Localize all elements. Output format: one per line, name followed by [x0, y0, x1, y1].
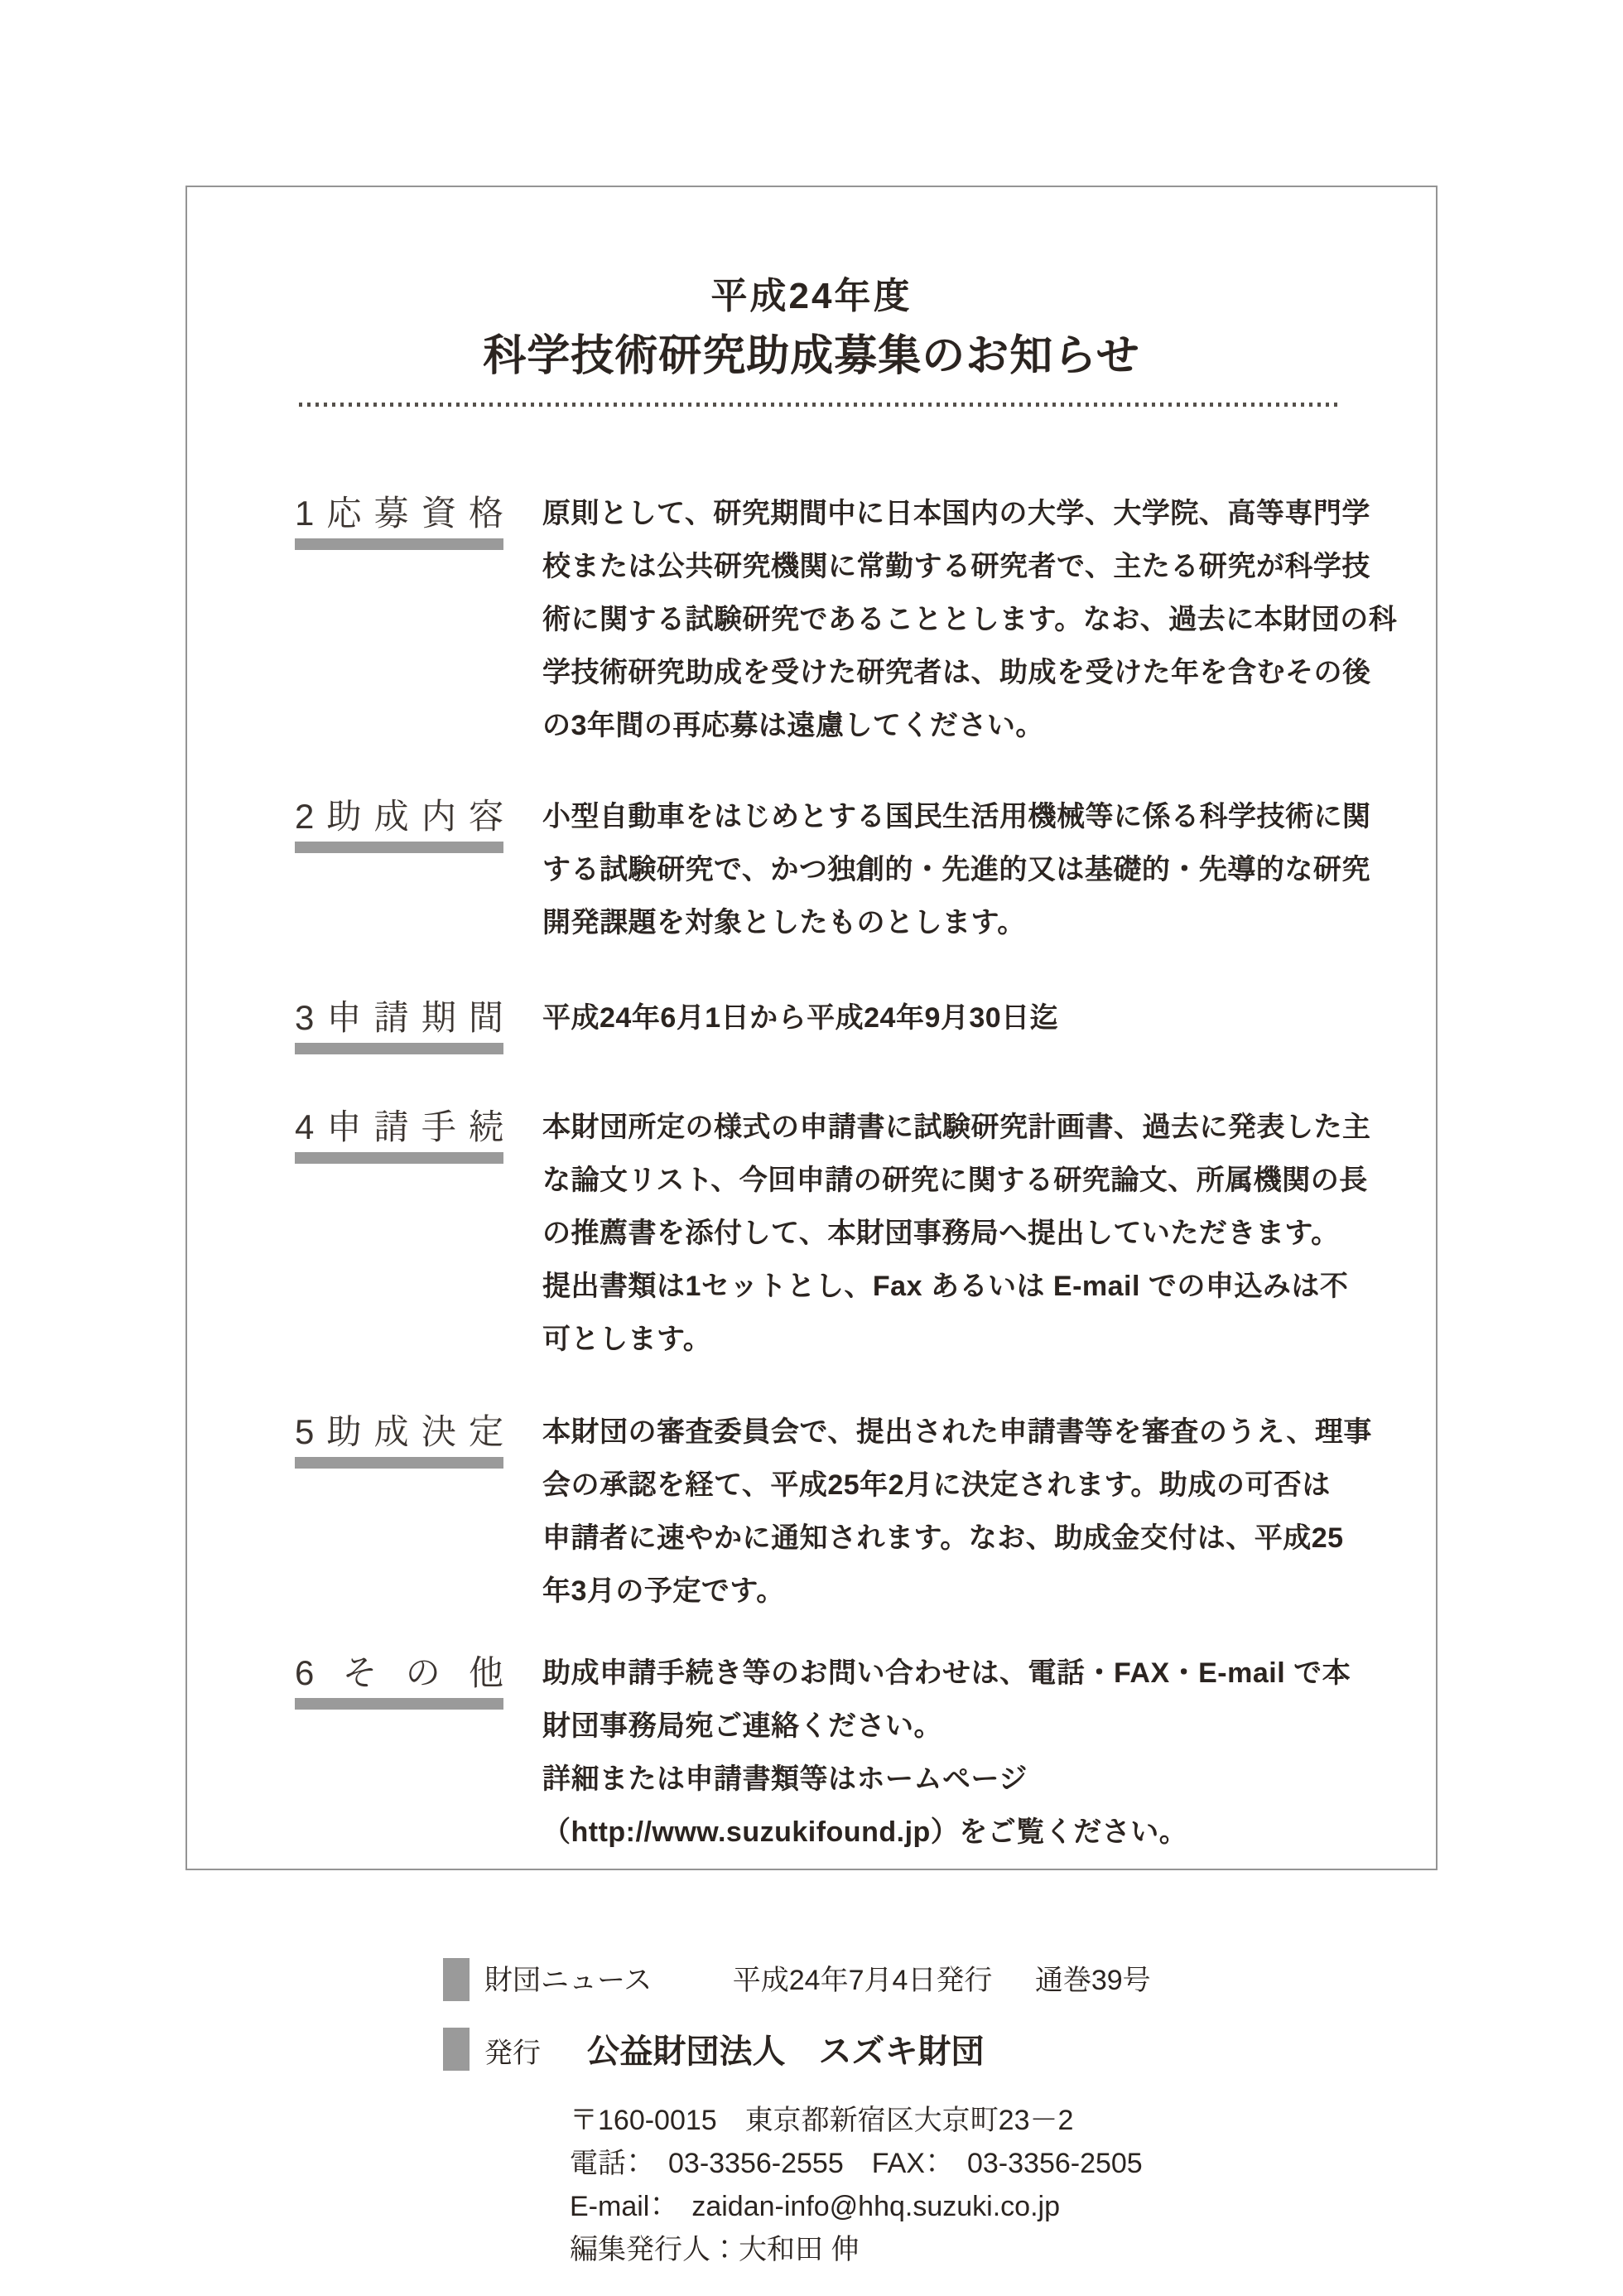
section-heading-underline: [295, 1043, 503, 1054]
body-line: 小型自動車をはじめとする国民生活用機械等に係る科学技術に関: [542, 801, 1371, 832]
body-line: の推薦書を添付して、本財団事務局へ提出していただきます。: [542, 1218, 1340, 1249]
body-line: 開発課題を対象としたものとします。: [542, 907, 1026, 938]
dotted-divider: [299, 403, 1341, 407]
body-line: 術に関する試験研究であることとします。なお、過去に本財団の科: [542, 604, 1398, 635]
body-line: 平成24年6月1日から平成24年9月30日迄: [542, 1002, 1059, 1034]
news-issue-date: 平成24年7月4日発行: [732, 1965, 993, 1996]
section-heading-underline: [295, 1698, 503, 1710]
section-body: [542, 991, 1380, 1044]
body-line: 申請者に速やかに通知されます。なお、助成金交付は、平成25: [542, 1522, 1344, 1554]
body-line: 提出書類は1セットとし、Fax あるいは E-mail での申込みは不: [542, 1271, 1349, 1302]
news-name: 財団ニュース: [484, 1965, 653, 1996]
section-heading-label: 3 申 請 期 間: [295, 998, 503, 1037]
body-line: 可とします。: [542, 1324, 712, 1355]
square-bullet-icon: [443, 1958, 470, 2001]
section-heading-label: 1 応 募 資 格: [295, 494, 503, 533]
section-heading: [295, 1654, 503, 1710]
section-heading: [295, 1108, 503, 1164]
news-volume: 通巻39号: [1034, 1965, 1151, 1996]
section-heading: [295, 798, 503, 853]
section-heading-underline: [295, 538, 503, 550]
section-heading: [295, 999, 503, 1054]
body-line: 本財団の審査委員会で、提出された申請書等を審査のうえ、理事: [542, 1416, 1372, 1448]
section-heading: [295, 494, 503, 550]
fiscal-year-heading: 平成24年度: [710, 276, 913, 316]
body-line: 校または公共研究機関に常勤する研究者で、主たる研究が科学技: [542, 551, 1370, 582]
phone-fax-line: 電話： 03-3356-2555 FAX： 03-3356-2505: [570, 2148, 1143, 2179]
section-body: [542, 790, 1380, 949]
page-title: 科学技術研究助成募集のお知らせ: [483, 332, 1140, 380]
body-line: 本財団所定の様式の申請書に試験研究計画書、過去に発表した主: [542, 1112, 1371, 1143]
body-line: 財団事務局宛ご連絡ください。: [542, 1710, 942, 1742]
editor-line: 編集発行人：大和田 伸: [570, 2234, 860, 2265]
body-line: な論文リスト、今回申請の研究に関する研究論文、所属機関の長: [542, 1165, 1368, 1196]
email-line: E-mail： zaidan-info@hhq.suzuki.co.jp: [570, 2191, 1060, 2222]
publisher-name: 公益財団法人 スズキ財団: [586, 2033, 985, 2070]
body-line: の3年間の再応募は遠慮してください。: [542, 710, 1044, 741]
body-line: （http://www.suzukifound.jp）をご覧ください。: [542, 1816, 1188, 1848]
section-body: [542, 1101, 1380, 1366]
body-line: 詳細または申請書類等はホームページ: [542, 1763, 1028, 1795]
body-line: 原則として、研究期間中に日本国内の大学、大学院、高等専門学: [542, 498, 1370, 529]
section-heading-label: 5 助 成 決 定: [295, 1412, 503, 1451]
square-bullet-icon: [443, 2028, 470, 2071]
section-body: [542, 1647, 1380, 1859]
section-heading: [295, 1413, 503, 1469]
footer-news-line: [443, 1961, 1151, 1999]
section-heading-underline: [295, 842, 503, 853]
document-frame: [185, 186, 1438, 1870]
section-heading-label: 6 そ の 他: [295, 1653, 503, 1692]
section-body: [542, 487, 1398, 752]
body-line: 年3月の予定です。: [542, 1575, 785, 1607]
section-heading-underline: [295, 1457, 503, 1469]
publisher-address-block: [570, 2099, 1143, 2271]
body-line: する試験研究で、かつ独創的・先進的又は基礎的・先導的な研究: [542, 854, 1370, 885]
section-heading-underline: [295, 1152, 503, 1164]
publisher-label: 発行: [484, 2038, 541, 2069]
section-heading-label: 4 申 請 手 続: [295, 1107, 503, 1146]
footer-publisher-line: [443, 2031, 984, 2074]
postal-address: 〒160-0015 東京都新宿区大京町23－2: [570, 2105, 1074, 2136]
body-line: 会の承認を経て、平成25年2月に決定されます。助成の可否は: [542, 1469, 1331, 1501]
section-body: [542, 1406, 1380, 1618]
section-heading-label: 2 助 成 内 容: [295, 797, 503, 836]
body-line: 助成申請手続き等のお問い合わせは、電話・FAX・E-mail で本: [542, 1657, 1351, 1689]
body-line: 学技術研究助成を受けた研究者は、助成を受けた年を含むその後: [542, 657, 1371, 688]
